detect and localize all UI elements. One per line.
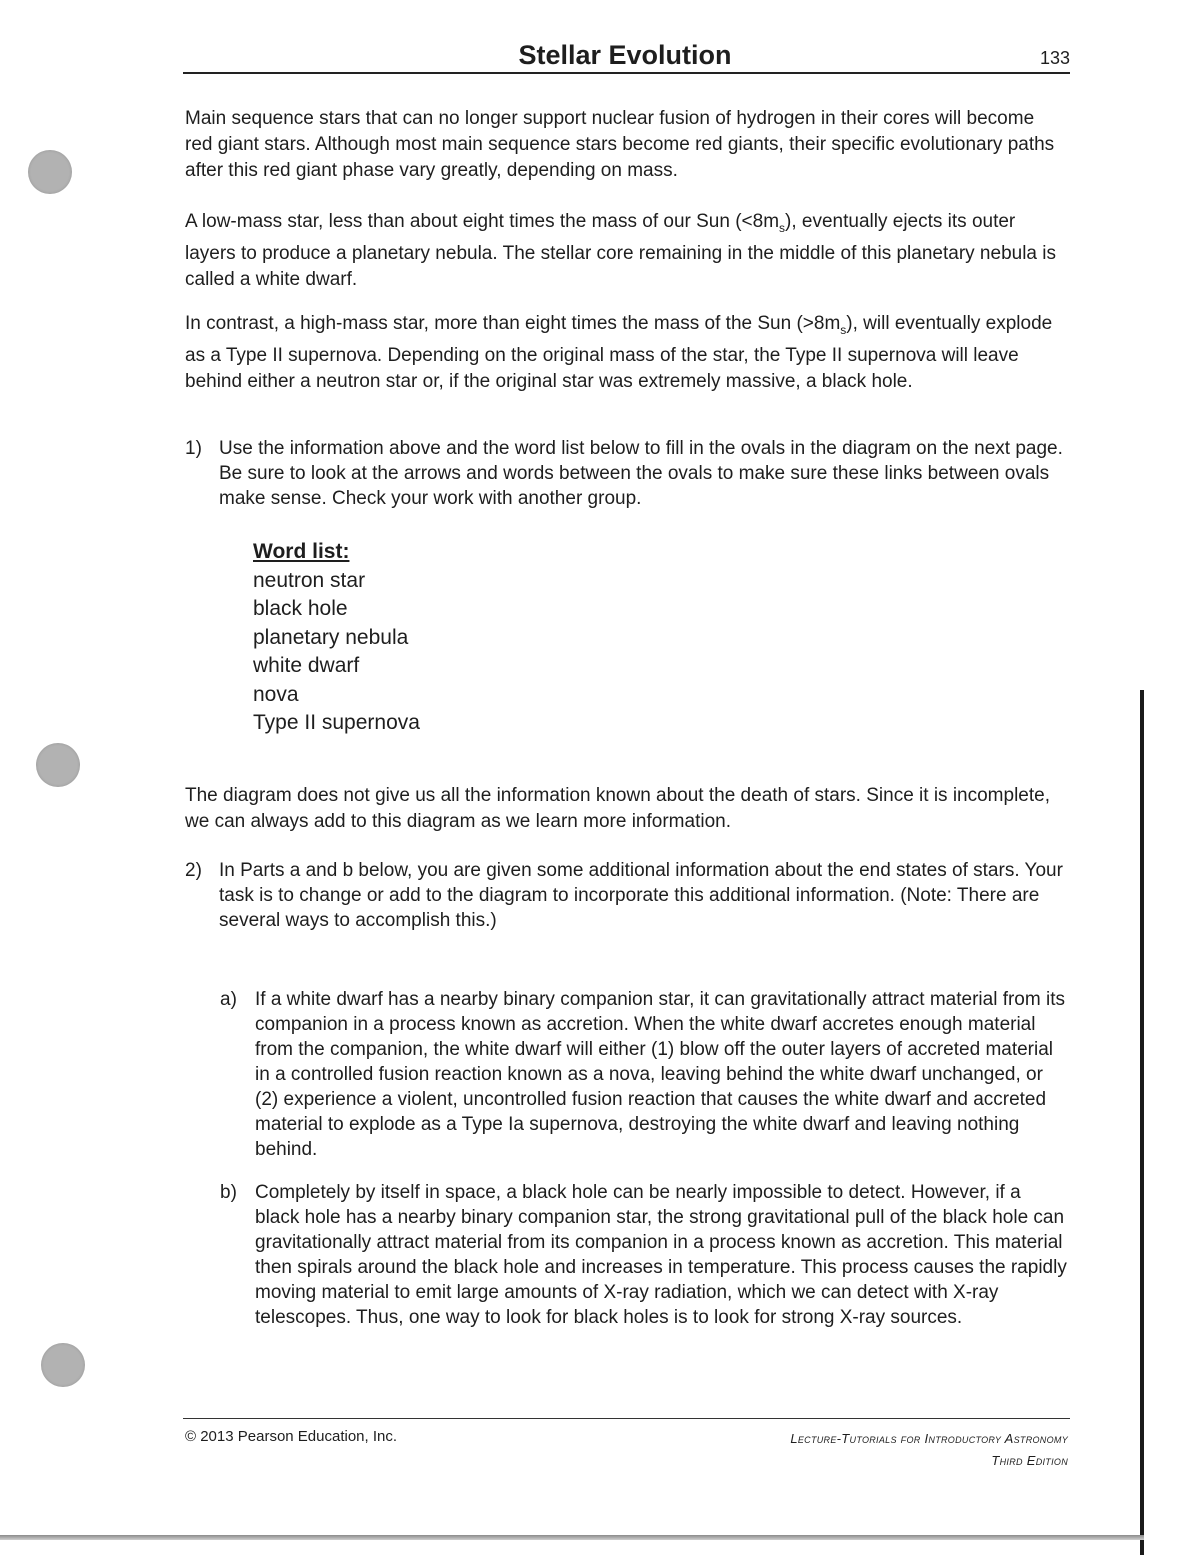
question-1-number: 1): [185, 438, 202, 459]
book-edition: Third Edition: [991, 1453, 1068, 1468]
punch-hole-top: [28, 150, 72, 194]
intro-paragraph-3: [185, 311, 1065, 395]
word-list-heading: Word list:: [253, 540, 350, 563]
punch-hole-middle: [36, 743, 80, 787]
book-title-text: Lecture-Tutorials for Introductory Astronomy: [790, 1431, 1068, 1446]
intro-paragraph-2: [185, 209, 1065, 293]
footer-rule: [183, 1418, 1070, 1419]
part-b-label: b): [220, 1182, 237, 1203]
sun-mass-subscript: s: [840, 322, 847, 337]
punch-hole-bottom: [41, 1343, 85, 1387]
intro-paragraph-2-end: ), eventually ejects its outer layers to produce a planetary nebula. The stellar core remaining in the middle of this planetary nebula is called a white dwarf.: [185, 211, 1056, 290]
sun-mass-subscript: s: [779, 220, 786, 235]
question-2: [185, 858, 1070, 933]
diagram-note-paragraph: The diagram does not give us all the information known about the death of stars. Since it is incomplete, we can always add to this diagram as we learn more information.: [185, 785, 1050, 832]
word-list: [253, 538, 420, 738]
word-list-item: neutron star: [253, 568, 366, 592]
intro-paragraph-3-end: ), will eventually explode as a Type II supernova. Depending on the original mass of the star, the Type II supernova will leave behind either a neutron star or, if the original star was extremely massive, a black hole.: [185, 313, 1053, 392]
page-title: Stellar Evolution: [518, 40, 732, 70]
question-2-text: In Parts a and b below, you are given some additional information about the end states of stars. Your task is to change or add to the diagram to incorporate this additional information. (Note: There are several ways to accomplish this.): [219, 860, 1063, 931]
page-edge-bottom: [0, 1535, 1144, 1540]
book-title: [790, 1428, 1068, 1472]
question-1-text: Use the information above and the word list below to fill in the ovals in the diagram on the next page. Be sure to look at the arrows and words between the ovals to make sure these links between ovals make sense. Check your work with another group.: [219, 438, 1063, 509]
intro-paragraph-1: Main sequence stars that can no longer support nuclear fusion of hydrogen in their cores will become red giant stars. Although most main sequence stars become red giants, their specific evolutionary paths after this red giant phase vary greatly, depending on mass.: [185, 108, 1055, 181]
word-list-item: nova: [253, 682, 299, 706]
copyright-notice: © 2013 Pearson Education, Inc.: [185, 1428, 398, 1445]
word-list-item: Type II supernova: [253, 711, 420, 734]
question-2-part-a: [220, 987, 1070, 1162]
intro-paragraph-3-start: In contrast, a high-mass star, more than eight times the mass of the Sun (>8m: [185, 313, 841, 334]
part-b-text: Completely by itself in space, a black hole can be nearly impossible to detect. However, if a black hole has a nearby binary companion star, the strong gravitational pull of the black hole can gravitationally attract material from its companion in a process known as accretion. This material then spirals around the black hole and increases in temperature. This process causes the rapidly moving material to emit large amounts of X-ray radiation, which we can detect with X-ray telescopes. Thus, one way to look for black holes is to look for strong X-ray sources.: [255, 1182, 1067, 1328]
word-list-item: black hole: [253, 597, 348, 620]
question-2-part-b: [220, 1180, 1070, 1330]
page-number: 133: [1039, 48, 1070, 68]
page-edge-right: [1140, 690, 1144, 1555]
word-list-item: white dwarf: [253, 654, 360, 677]
word-list-item: planetary nebula: [253, 625, 409, 649]
intro-paragraph-2-start: A low-mass star, less than about eight times the mass of our Sun (<8m: [185, 211, 780, 232]
question-1: [185, 436, 1070, 511]
part-a-label: a): [220, 989, 237, 1010]
part-a-text: If a white dwarf has a nearby binary companion star, it can gravitationally attract material from its companion in a process known as accretion. When the white dwarf accretes enough material from the companion, the white dwarf will either (1) blow off the outer layers of accreted material in a controlled fusion reaction known as a nova, leaving behind the white dwarf unchanged, or (2) experience a violent, uncontrolled fusion reaction that causes the white dwarf and accreted material to explode as a Type Ia supernova, destroying the white dwarf and leaving nothing behind.: [255, 989, 1065, 1160]
question-2-number: 2): [185, 860, 202, 881]
header-rule: [183, 72, 1070, 74]
